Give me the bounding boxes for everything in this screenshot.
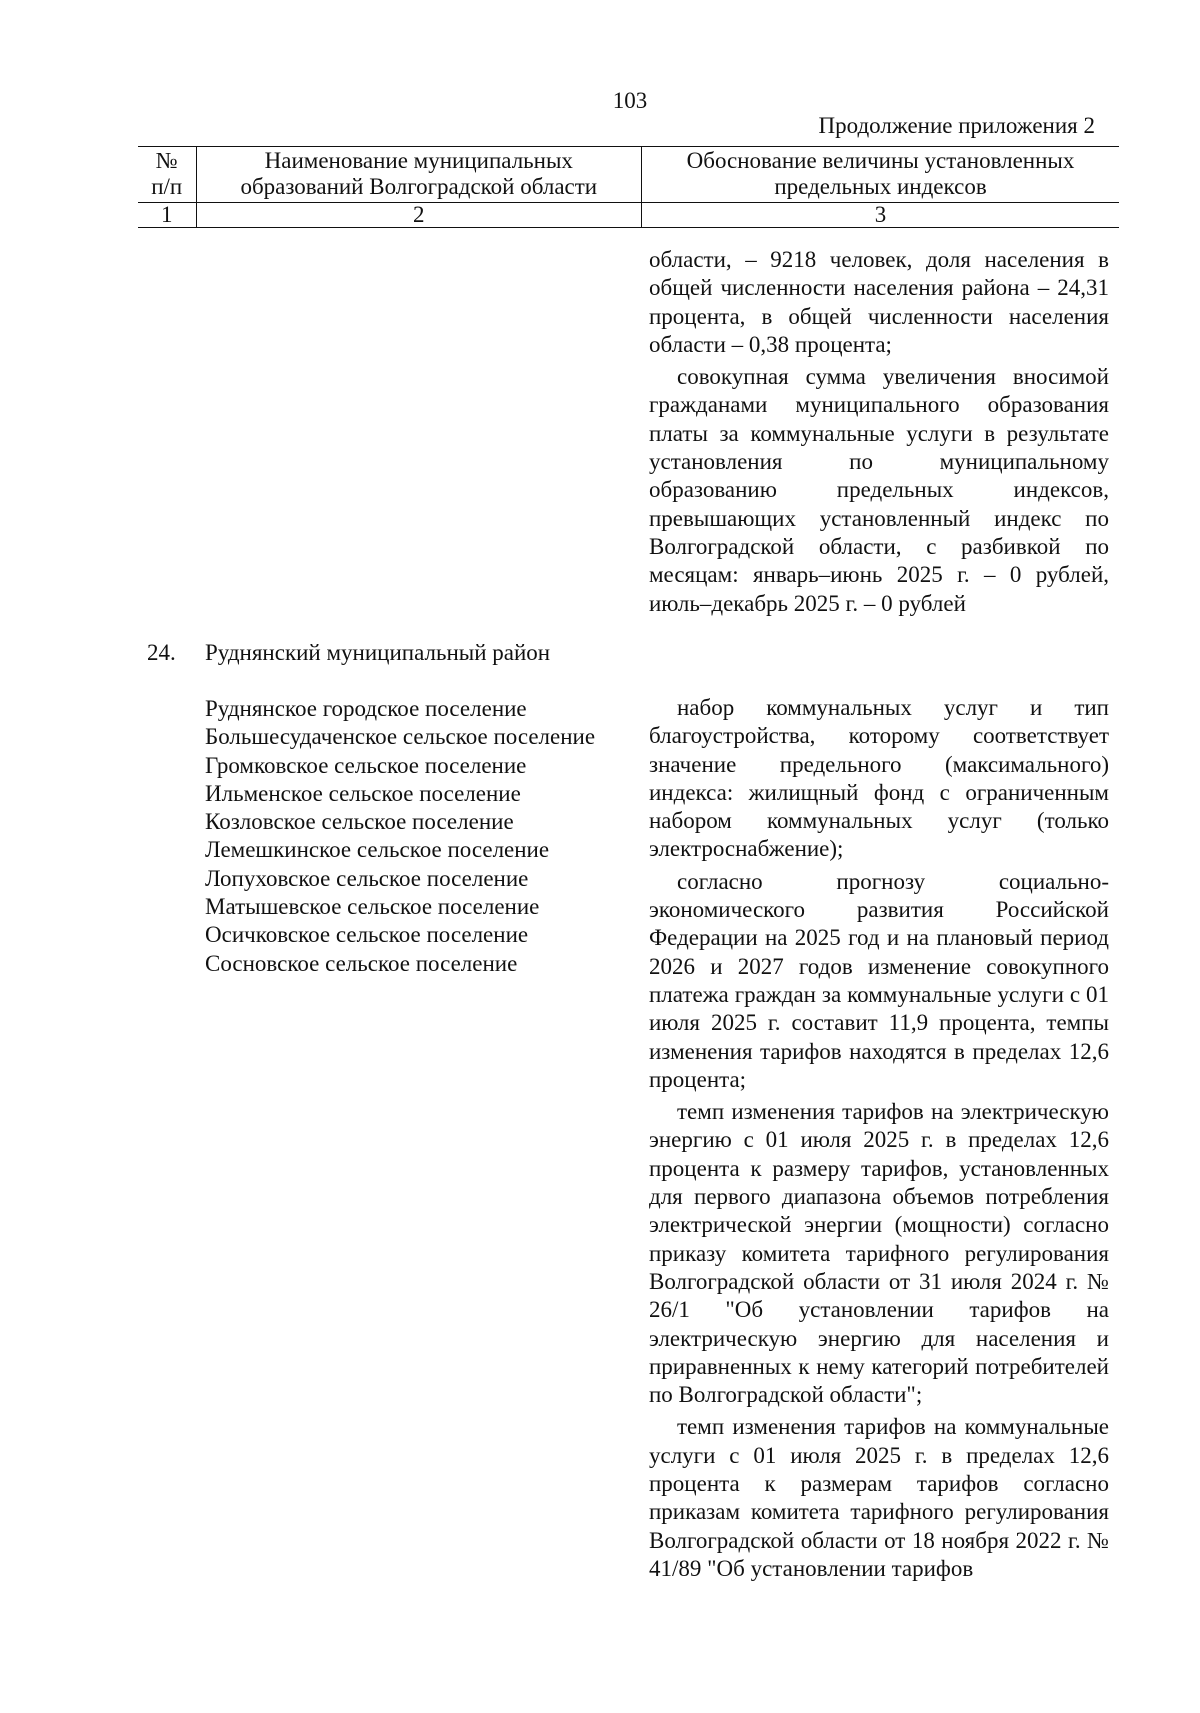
justification-paragraph: темп изменения тарифов на электрическую энергию с 01 июля 2025 г. в пределах 12,6 процента к размеру тарифов, установленных для первого диапазона объемов потребления электрической энергии (мощности) согласно приказу комитета тарифного регулирования Волгоградской области от 31 июля 2024 г. № 26/1 "Об установлении тарифов на электрическую энергию для населения и приравненных к нему категорий потребителей по Волгоградской области";	[649, 1099, 1109, 1408]
item-title: Руднянский муниципальный район	[205, 640, 551, 665]
settlement-item: Громковское сельское поселение	[205, 752, 527, 778]
justification-paragraph: согласно прогнозу социально-экономического развития Российской Федерации на 2025 год и на плановый период 2026 и 2027 годов изменение совокупного платежа граждан за коммунальные услуги с 01 июля 2025 г. составит 11,9 процента, темпы изменения тарифов находятся в пределах 12,6 процента;	[649, 868, 1109, 1092]
column-number-row	[138, 203, 1119, 228]
header-name-line-1: Наименование муниципальных	[264, 148, 573, 173]
header-justification-line-1: Обоснование величины установленных	[686, 148, 1075, 173]
column-number-2: 2	[196, 203, 642, 228]
settlement-item: Сосновское сельское поселение	[205, 950, 518, 976]
settlement-item: Осичковское сельское поселение	[205, 922, 529, 948]
settlement-item: Матышевское сельское поселение	[205, 894, 540, 920]
header-number-line-2: п/п	[151, 174, 183, 199]
continued-justification	[649, 246, 1109, 622]
header-number-line-1: №	[155, 148, 178, 173]
justification-paragraph: набор коммунальных услуг и тип благоустройства, которому соответствует значение предельного (максимального) индекса: жилищный фонд с ограниченным набором коммунальных услуг (только электроснабжение);	[649, 695, 1109, 862]
header-row	[138, 147, 1119, 203]
justification-paragraph: темп изменения тарифов на коммунальные услуги с 01 июля 2025 г. в пределах 12,6 процента к размерам тарифов согласно приказам комитета тарифного регулирования Волгоградской области от 18 ноября 2022 г. № 41/89 "Об установлении тарифов	[649, 1414, 1109, 1581]
settlement-item: Козловское сельское поселение	[205, 809, 514, 835]
column-number-1: 1	[138, 203, 196, 228]
item-justification	[649, 694, 1109, 1587]
item-number: 24.	[147, 640, 176, 665]
continuation-label: Продолжение приложения 2	[818, 113, 1095, 138]
settlement-item: Лопуховское сельское поселение	[205, 865, 529, 891]
settlement-item: Ильменское сельское поселение	[205, 780, 521, 806]
settlement-item: Лемешкинское сельское поселение	[205, 837, 550, 863]
header-cell-name	[196, 147, 642, 203]
column-number-3: 3	[642, 203, 1119, 228]
header-cell-number	[138, 147, 196, 203]
header-cell-justification	[642, 147, 1119, 203]
settlement-item: Большесудаченское сельское поселение	[205, 724, 596, 750]
header-name-line-2: образований Волгоградской области	[240, 174, 598, 199]
settlement-list	[205, 695, 595, 978]
justification-paragraph: области, – 9218 человек, доля населения в общей численности населения района – 24,31 процента, в общей численности населения области – 0,38 процента;	[649, 247, 1109, 357]
header-justification-line-2: предельных индексов	[774, 174, 987, 199]
settlement-item: Руднянское городское поселение	[205, 696, 527, 721]
page-number: 103	[612, 88, 648, 113]
header-table	[138, 146, 1119, 228]
justification-paragraph: совокупная сумма увеличения вносимой гражданами муниципального образования платы за коммунальные услуги в результате установления по муниципальному образованию предельных индексов, превышающих установленный индекс по Волгоградской области, с разбивкой по месяцам: январь–июнь 2025 г. – 0 рублей, июль–декабрь 2025 г. – 0 рублей	[649, 364, 1109, 616]
